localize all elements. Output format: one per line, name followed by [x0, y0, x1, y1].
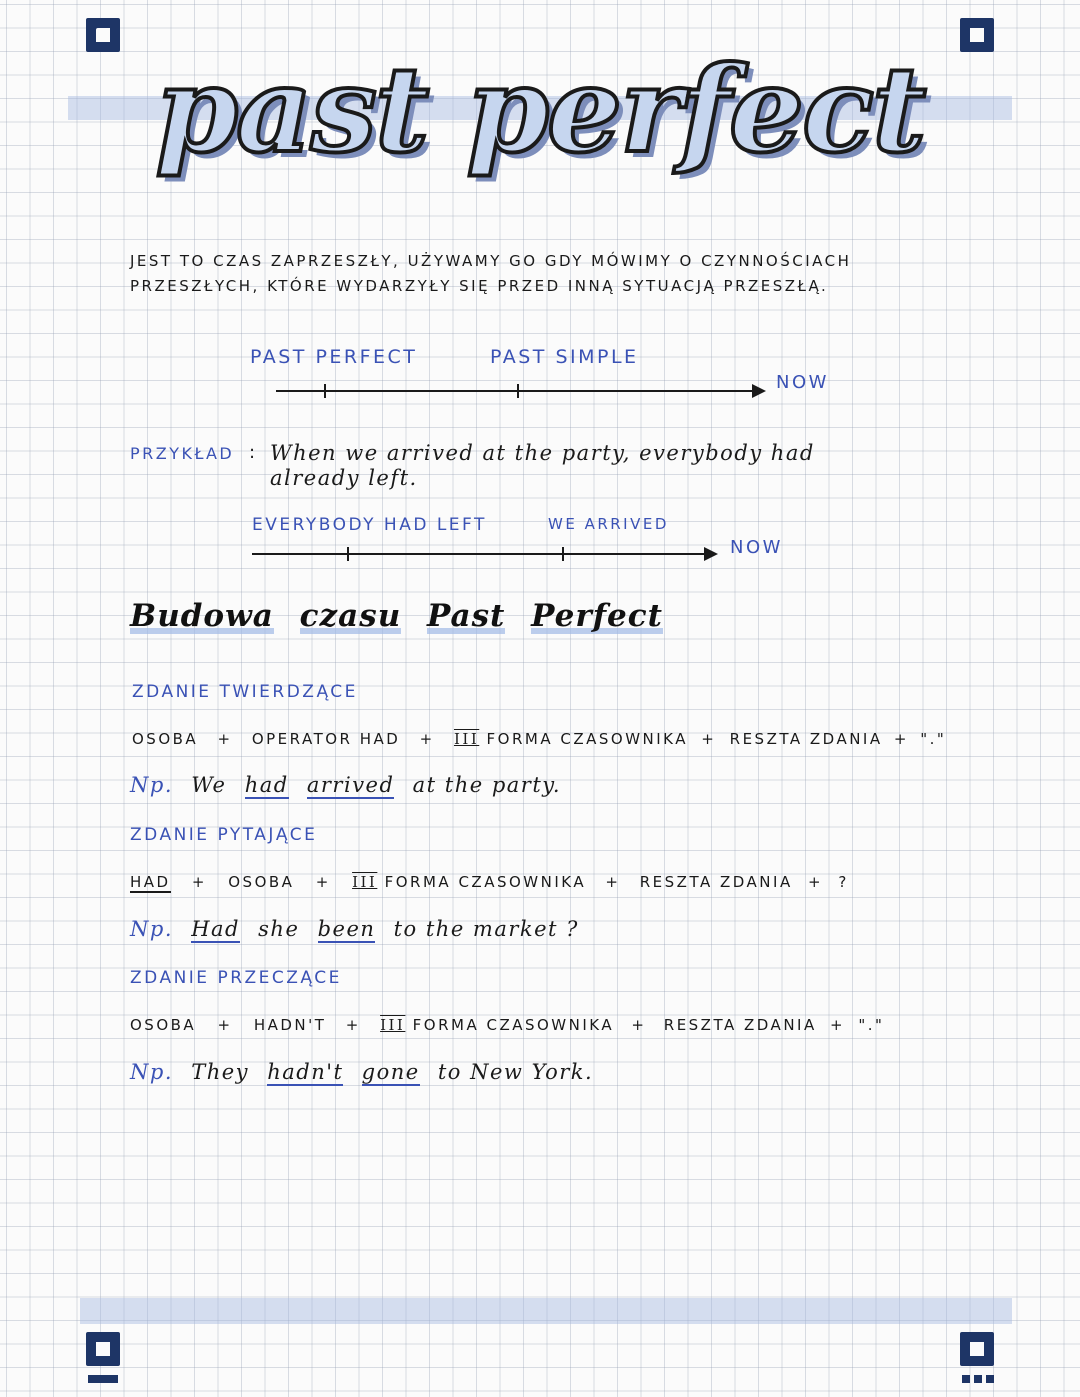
formula-part-reszta-zdania: RESZTA ZDANIA	[729, 730, 883, 748]
negative-label: ZDANIE PRZECZĄCE	[130, 968, 342, 988]
timeline1-label-past-simple: PAST SIMPLE	[490, 346, 639, 368]
plus-sign: +	[701, 730, 717, 748]
example-word: They	[191, 1060, 250, 1084]
timeline1-label-past-perfect: PAST PERFECT	[250, 346, 418, 368]
formula-part-forma-czasownika: FORMA CZASOWNIKA	[486, 730, 689, 748]
heading-word-perfect: Perfect	[531, 598, 663, 634]
example-word: to New York.	[437, 1060, 594, 1084]
interrogative-example	[130, 917, 579, 941]
plus-sign: +	[808, 873, 824, 891]
formula-roman-numeral: III	[380, 1016, 406, 1034]
affirmative-label: ZDANIE TWIERDZĄCE	[132, 682, 358, 702]
timeline1-tick-past-perfect	[324, 384, 326, 398]
example-word-underlined: gone	[361, 1060, 420, 1084]
timeline2-tick-we-arrived	[562, 547, 564, 561]
formula-part-reszta-zdania: RESZTA ZDANIA	[663, 1016, 817, 1034]
corner-marker-bottom-right	[960, 1332, 994, 1366]
negative-formula	[130, 1016, 884, 1034]
formula-end-mark: "."	[920, 730, 947, 748]
formula-end-mark: ?	[838, 873, 849, 891]
timeline2-tick-everybody-had-left	[347, 547, 349, 561]
page-title: past perfect	[155, 40, 925, 179]
example-colon: :	[249, 442, 256, 463]
example-np-label: Np.	[130, 773, 173, 797]
example-word-underlined: been	[317, 917, 376, 941]
formula-part-osoba: OSOBA	[132, 730, 199, 748]
section-heading	[130, 598, 663, 634]
formula-roman-numeral: III	[453, 730, 480, 748]
heading-word-past: Past	[427, 598, 506, 634]
heading-word-czasu: czasu	[299, 598, 402, 634]
formula-part-reszta-zdania: RESZTA ZDANIA	[639, 873, 793, 891]
page-marker-dots	[962, 1375, 994, 1383]
formula-part-osoba: OSOBA	[130, 1016, 197, 1034]
plus-sign: +	[217, 730, 233, 748]
plus-sign: +	[893, 730, 909, 748]
heading-word-budowa: Budowa	[130, 598, 274, 634]
bottom-highlight-band	[80, 1298, 1012, 1324]
plus-sign: +	[345, 1016, 361, 1034]
timeline1-axis	[276, 390, 754, 392]
affirmative-formula	[132, 730, 946, 748]
formula-part-had: HAD	[130, 873, 171, 891]
plus-sign: +	[191, 873, 207, 891]
plus-sign: +	[605, 873, 621, 891]
page-marker-bar	[88, 1375, 118, 1383]
interrogative-label: ZDANIE PYTAJĄCE	[130, 825, 318, 845]
corner-marker-bottom-left	[86, 1332, 120, 1366]
formula-part-operator-had: OPERATOR HAD	[251, 730, 401, 748]
example-word-underlined: hadn't	[267, 1060, 344, 1084]
example-word: to the market ?	[393, 917, 579, 941]
example-word-underlined: had	[244, 773, 289, 797]
plus-sign: +	[631, 1016, 647, 1034]
timeline2-arrowhead-icon	[704, 547, 718, 561]
timeline2-label-now: NOW	[730, 537, 783, 558]
formula-part-forma-czasownika: FORMA CZASOWNIKA	[384, 873, 587, 891]
intro-line-2: PRZESZŁYCH, KTÓRE WYDARZYŁY SIĘ PRZED INNĄ SYTUACJĄ PRZESZŁĄ.	[130, 277, 829, 295]
timeline1-label-now: NOW	[776, 372, 829, 393]
plus-sign: +	[830, 1016, 846, 1034]
formula-roman-numeral: III	[352, 873, 378, 891]
example-word: We	[191, 773, 227, 797]
example-np-label: Np.	[130, 1060, 173, 1084]
timeline2-label-everybody-had-left: EVERYBODY HAD LEFT	[252, 515, 487, 535]
timeline2-axis	[252, 553, 706, 555]
timeline1-tick-past-simple	[517, 384, 519, 398]
example-label: PRZYKŁAD	[130, 444, 235, 463]
interrogative-formula	[130, 873, 849, 891]
affirmative-example	[130, 773, 561, 797]
formula-part-forma-czasownika: FORMA CZASOWNIKA	[412, 1016, 615, 1034]
example-word-underlined: Had	[191, 917, 240, 941]
timeline1-arrowhead-icon	[752, 384, 766, 398]
example-sentence-line-2: already left.	[270, 466, 418, 490]
plus-sign: +	[315, 873, 331, 891]
example-word-underlined: arrived	[306, 773, 395, 797]
plus-sign: +	[217, 1016, 233, 1034]
example-np-label: Np.	[130, 917, 173, 941]
negative-example	[130, 1060, 593, 1084]
intro-line-1: JEST TO CZAS ZAPRZESZŁY, UŻYWAMY GO GDY MÓWIMY O CZYNNOŚCIACH	[130, 252, 852, 270]
timeline2-label-we-arrived: WE ARRIVED	[548, 515, 669, 533]
formula-end-mark: "."	[858, 1016, 885, 1034]
formula-part-osoba: OSOBA	[228, 873, 295, 891]
plus-sign: +	[419, 730, 435, 748]
formula-part-hadnt: HADN'T	[253, 1016, 327, 1034]
example-word: she	[258, 917, 300, 941]
example-sentence-line-1: When we arrived at the party, everybody had	[270, 441, 815, 465]
example-word: at the party.	[412, 773, 562, 797]
